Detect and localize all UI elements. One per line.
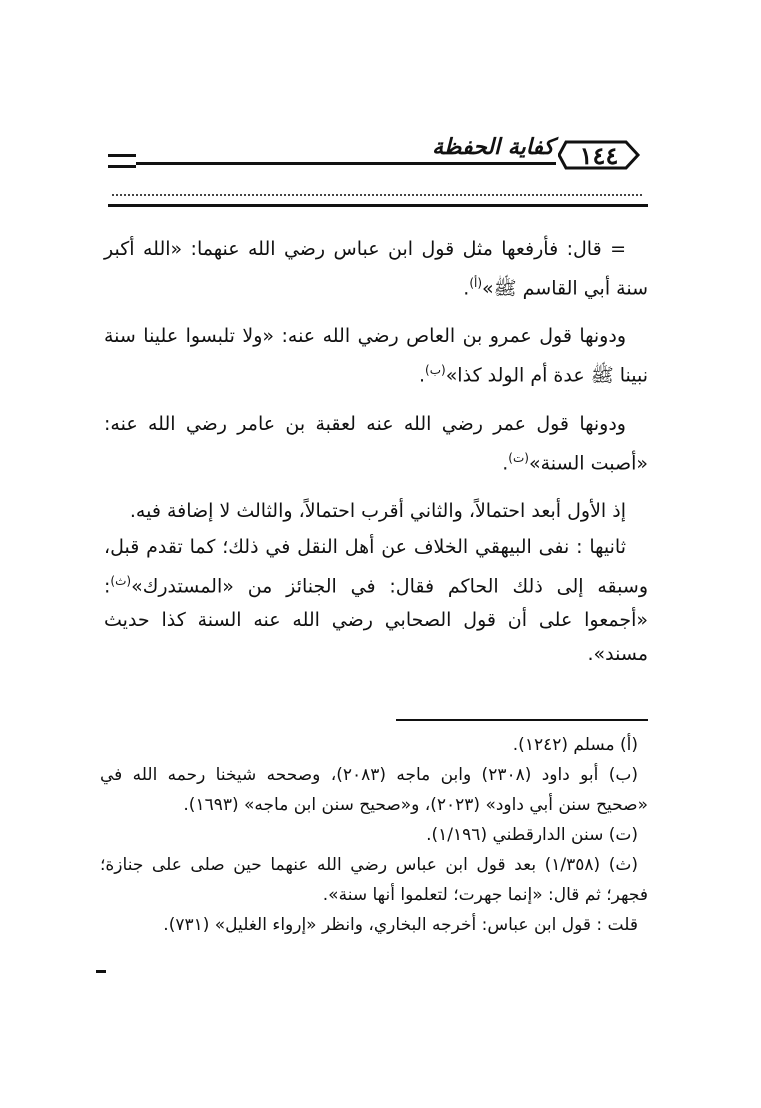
footnote: (ث) (١/٣٥٨) بعد قول ابن عباس رضي الله عنهما حين صلى على جنازة؛ فجهر؛ ثم قال: «إنما جهرت؛ لتعلموا أنها سنة». [100, 855, 648, 905]
footnote-separator [396, 719, 648, 721]
main-text [104, 232, 648, 685]
footnotes [100, 730, 648, 940]
paragraph: ودونها قول عمرو بن العاص رضي الله عنه: «ولا تلبسوا علينا سنة نبينا ﷺ عدة أم الولد كذا»$^{(ب)}$. [104, 325, 648, 387]
footnote: (ت) سنن الدارقطني (١/١٩٦). [426, 825, 638, 845]
dotted-separator [112, 180, 642, 196]
paragraph: ودونها قول عمر رضي الله عنه لعقبة بن عامر رضي الله عنه: «أصبت السنة»$^{(ت)}$. [104, 412, 648, 474]
end-mark [96, 970, 106, 973]
book-title: كفاية الحفظة [428, 134, 558, 160]
header-rule [108, 162, 608, 165]
footnote-ref: (أ) [469, 276, 483, 290]
page-number-text: ١٤٤ [579, 140, 619, 170]
paragraph: = قال: فأرفعها مثل قول ابن عباس رضي الله عنهما: «الله أكبر سنة أبي القاسم ﷺ»$^{(أ)}$. [104, 238, 648, 300]
paragraph: إذ الأول أبعد احتمالاً، والثاني أقرب احتمالاً، والثالث لا إضافة فيه. [129, 499, 626, 522]
footnote: (ب) أبو داود (٢٣٠٨) وابن ماجه (٢٠٨٣)، وصححه شيخنا رحمه الله في «صحيح سنن أبي داود» (٢٠٢٣)، و«صحيح سنن ابن ماجه» (١٦٩٣). [100, 765, 648, 815]
footnote-ref: (ت) [508, 450, 529, 465]
footnote: قلت : قول ابن عباس: أخرجه البخاري، وانظر «إرواء الغليل» (٧٣١). [163, 915, 638, 935]
footnote-ref: (ث) [110, 573, 132, 588]
header-ornament [108, 154, 136, 168]
running-header [108, 132, 648, 176]
footnote: (أ) مسلم (١٢٤٢). [512, 735, 638, 755]
page-number [556, 138, 642, 172]
footnote-ref: (ب) [425, 363, 446, 378]
paragraph: ثانيها : نفى البيهقي الخلاف عن أهل النقل في ذلك؛ كما تقدم قبل، وسبقه إلى ذلك الحاكم فقال: في الجنائز من «المستدرك»$^{(ث)}$: «أجمعوا على أن قول الصحابي رضي الله عنه السنة كذا حديث مسند». [104, 535, 648, 666]
header-bottom-rule [108, 204, 648, 207]
